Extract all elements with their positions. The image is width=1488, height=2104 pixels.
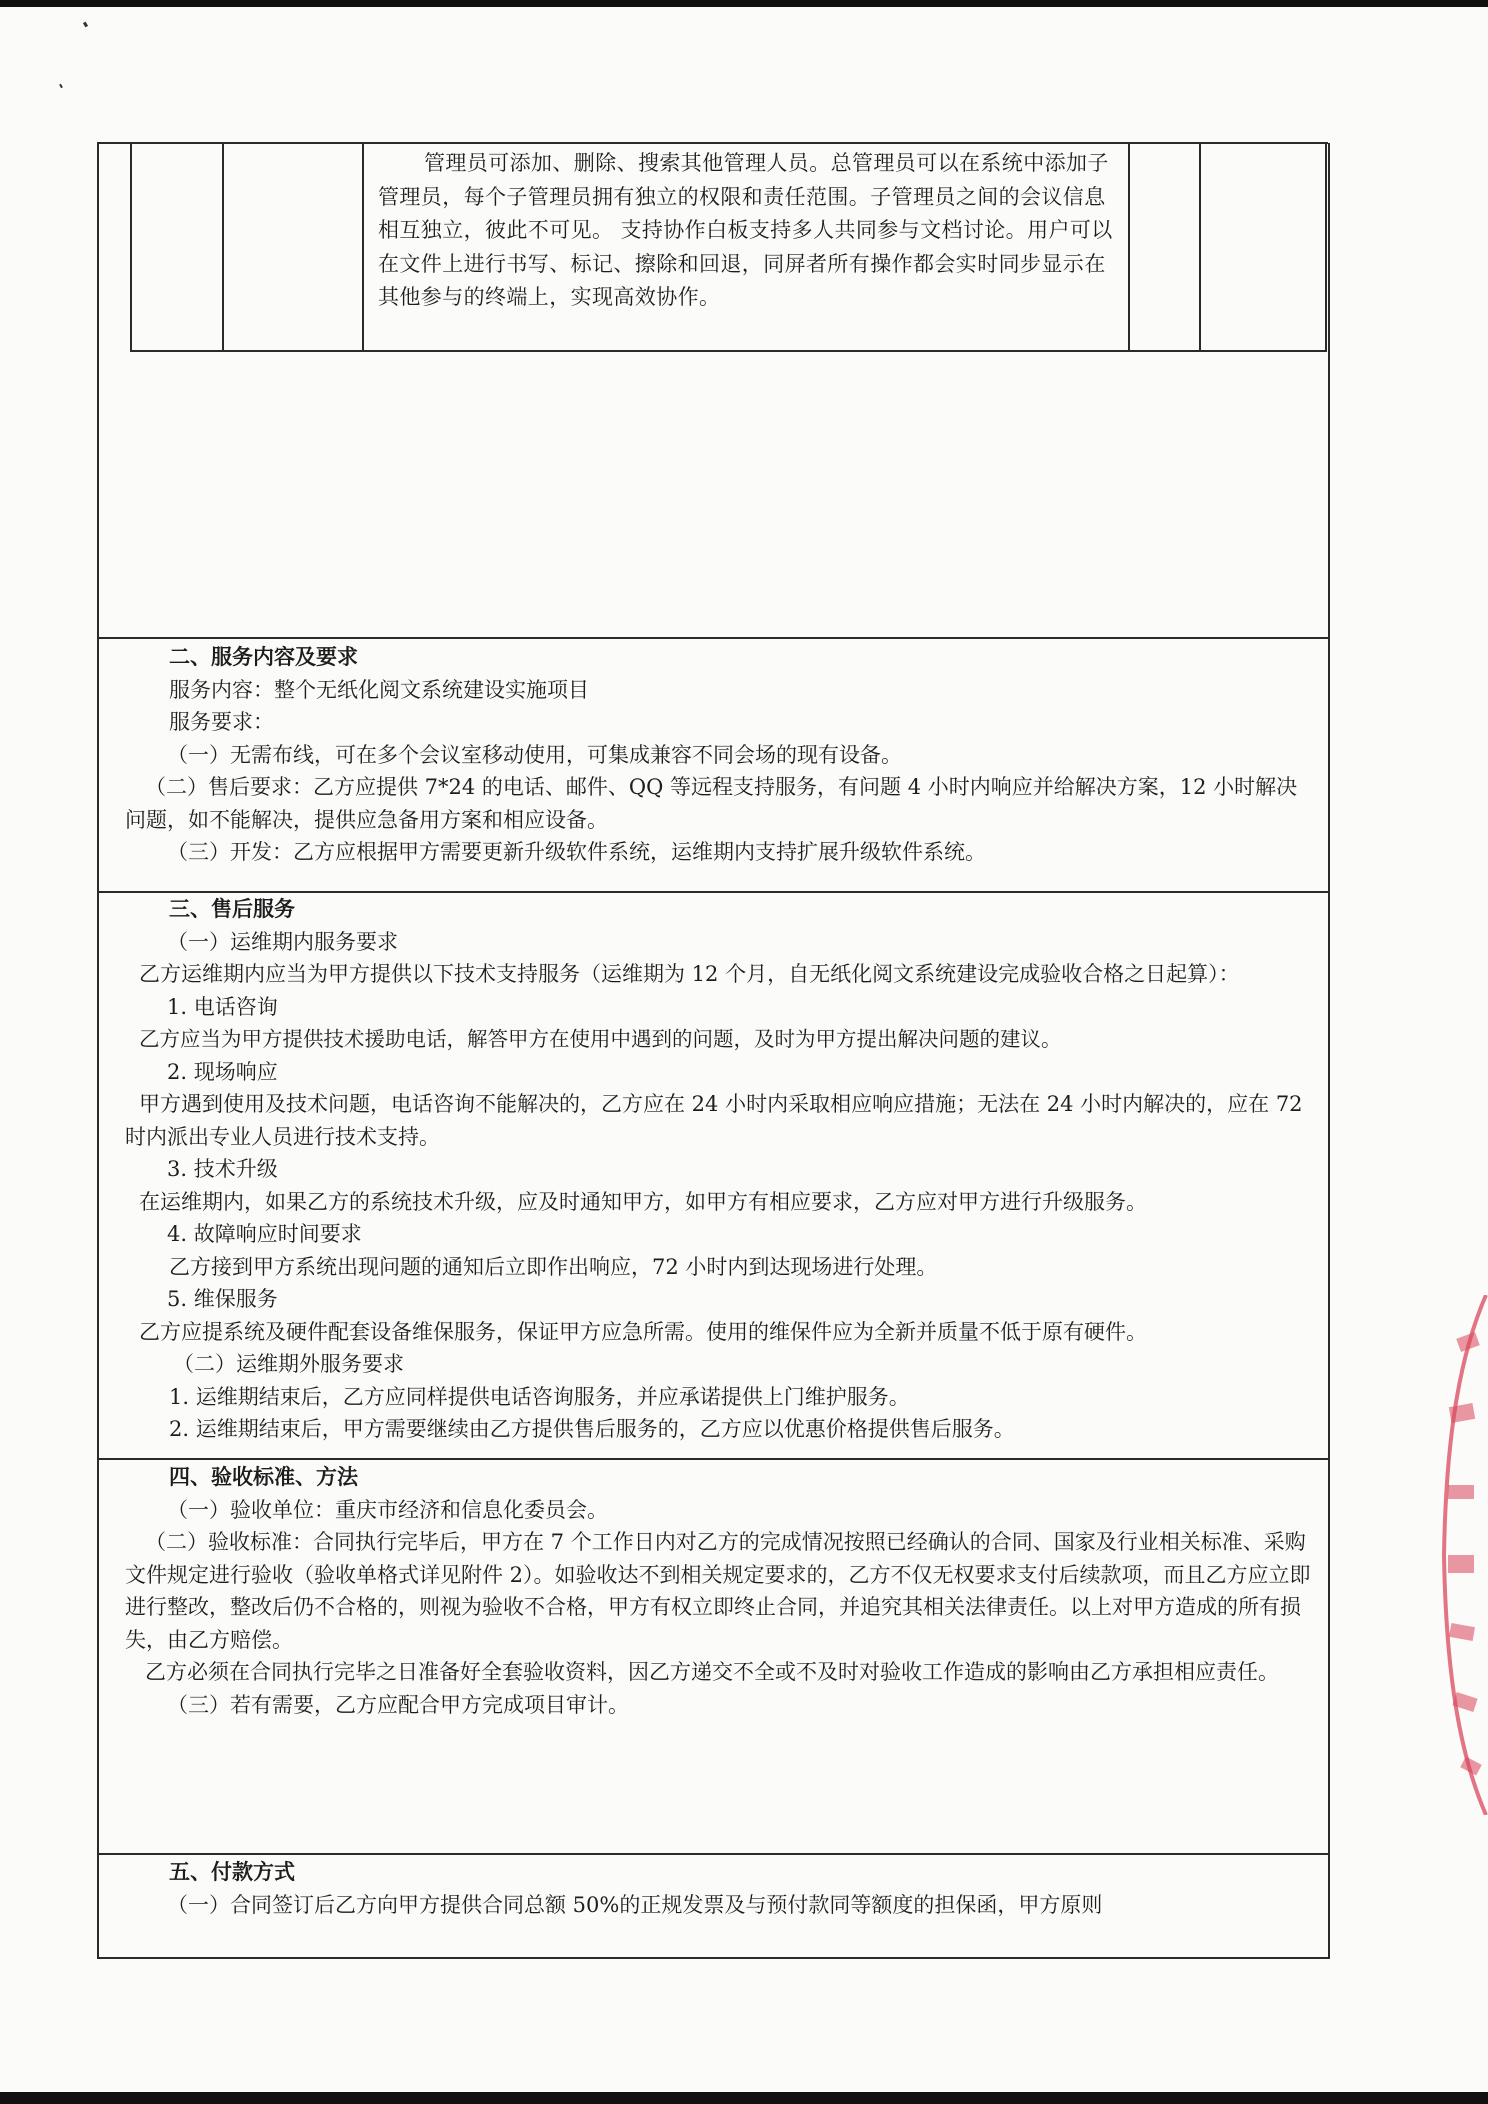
seal-stamp [1440, 1295, 1488, 1815]
section-title: 四、验收标准、方法 [169, 1465, 358, 1489]
list-item: （三）若有需要，乙方应配合甲方完成项目审计。 [167, 1692, 629, 1717]
paragraph: 乙方应当为甲方提供技术援助电话，解答甲方在使用中遇到的问题，及时为甲方提出解决问题的建议。 [139, 1027, 1062, 1051]
table-top-border [97, 142, 1328, 144]
paragraph: 乙方应提系统及硬件配套设备维保服务，保证甲方应急所需。使用的维保件应为全新并质量不低于原有硬件。 [139, 1319, 1147, 1344]
item-heading: 4. 故障响应时间要求 [167, 1222, 362, 1246]
section-service [125, 641, 1317, 869]
item-heading: 2. 现场响应 [167, 1059, 278, 1084]
table-col-line [1325, 143, 1327, 352]
scan-speck [83, 22, 88, 28]
section-title: 三、售后服务 [169, 897, 295, 921]
paragraph: 在运维期内，如果乙方的系统技术升级，应及时通知甲方，如甲方有相应要求，乙方应对甲方进行升级服务。 [139, 1189, 1147, 1214]
list-item: （二）验收标准：合同执行完毕后，甲方在 7 个工作日内对乙方的完成情况按照已经确认的合同、国家及行业相关标准、采购文件规定进行验收（验收单格式详见附件 2）。如验收达不到相关规定要求的，乙方不仅无权要求支付后续款项，而且乙方应立即进行整改，整改后仍不合格的，则视为验收不合格，甲方有权立即终止合同，并追究其相关法律责任。以上对甲方造成的所有损失，由乙方赔偿。 [125, 1530, 1311, 1652]
subsection-title: （一）运维期内服务要求 [167, 929, 398, 954]
paragraph: 乙方必须在合同执行完毕之日准备好全套验收资料，因乙方递交不全或不及时对验收工作造成的影响由乙方承担相应责任。 [145, 1660, 1279, 1684]
list-item: （一）无需布线，可在多个会议室移动使用，可集成兼容不同会场的现有设备。 [167, 742, 902, 767]
scan-bottom-edge [0, 2092, 1488, 2104]
section-payment [147, 1856, 1317, 1921]
table-col-line [222, 143, 224, 352]
list-item: （二）售后要求：乙方应提供 7*24 的电话、邮件、QQ 等远程支持服务，有问题 4 小时内响应并给解决方案，12 小时解决问题，如不能解决，提供应急备用方案和相应设备。 [125, 775, 1298, 832]
section-title: 二、服务内容及要求 [169, 645, 358, 669]
section-title: 五、付款方式 [169, 1860, 295, 1884]
section-acceptance [125, 1461, 1317, 1721]
scan-speck [59, 84, 63, 88]
subsection-title: （二）运维期外服务要求 [173, 1352, 404, 1376]
list-item: 2. 运维期结束后，甲方需要继续由乙方提供售后服务的，乙方应以优惠价格提供售后服务。 [169, 1417, 1015, 1441]
paragraph: 甲方遇到使用及技术问题，电话咨询不能解决的，乙方应在 24 小时内采取相应响应措施；无法在 24 小时内解决的，应在 72 时内派出专业人员进行技术支持。 [125, 1092, 1303, 1149]
item-heading: 5. 维保服务 [167, 1287, 278, 1311]
section-divider [97, 1458, 1328, 1460]
section-after-sales [125, 893, 1317, 1446]
table-col-line [130, 143, 132, 352]
scan-top-edge [0, 0, 1488, 7]
list-item: （三）开发：乙方应根据甲方需要更新升级软件系统，运维期内支持扩展升级软件系统。 [167, 840, 986, 864]
list-item: （一）合同签订后乙方向甲方提供合同总额 50%的正规发票及与预付款同等额度的担保函，甲方原则 [167, 1892, 1103, 1917]
paragraph: 服务要求： [169, 710, 274, 734]
table-col-line [362, 143, 364, 352]
paragraph: 服务内容：整个无纸化阅文系统建设实施项目 [169, 677, 589, 702]
section-divider [97, 1853, 1328, 1855]
list-item: 1. 运维期结束后，乙方应同样提供电话咨询服务，并应承诺提供上门维护服务。 [169, 1384, 910, 1409]
table-bottom-border [130, 350, 1327, 352]
list-item: （一）验收单位：重庆市经济和信息化委员会。 [167, 1497, 608, 1522]
item-heading: 3. 技术升级 [167, 1157, 278, 1181]
table-col-line [1128, 143, 1130, 352]
paragraph: 乙方接到甲方系统出现问题的通知后立即作出响应，72 小时内到达现场进行处理。 [169, 1254, 938, 1279]
item-heading: 1. 电话咨询 [167, 994, 278, 1019]
section-divider [97, 637, 1328, 639]
table-col-line [1199, 143, 1201, 352]
table-cell-text: 管理员可添加、删除、搜索其他管理人员。总管理员可以在系统中添加子管理员，每个子管理员拥有独立的权限和责任范围。子管理员之间的会议信息相互独立，彼此不可见。 支持协作白板支持多人共同参与文档讨论。用户可以在文件上进行书写、标记、擦除和回退，同屏者所有操作都会实时同步显示在其他参与的终端上，实现高效协作。 [378, 151, 1113, 309]
paragraph: 乙方运维期内应当为甲方提供以下技术支持服务（运维期为 12 个月，自无纸化阅文系统建设完成验收合格之日起算）： [139, 962, 1240, 986]
